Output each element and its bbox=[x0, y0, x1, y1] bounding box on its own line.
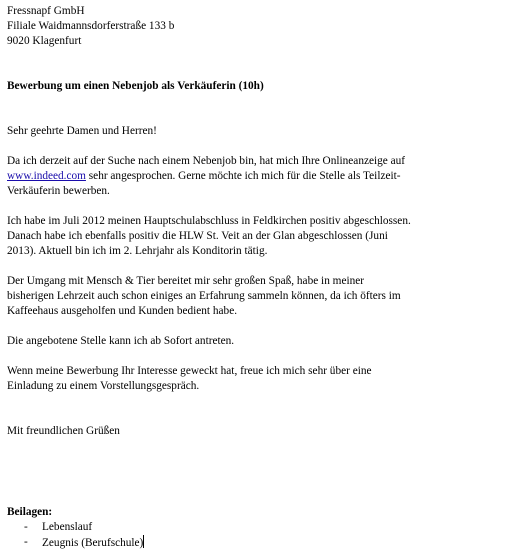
recipient-address bbox=[7, 4, 507, 49]
attachment-name: Zeugnis (Berufschule) bbox=[42, 537, 144, 549]
paragraph-education bbox=[7, 214, 507, 259]
closing-greeting: Mit freundlichen Grüßen bbox=[7, 425, 120, 437]
bullet-dash: - bbox=[24, 521, 28, 533]
attachments-title: Beilagen: bbox=[7, 506, 53, 518]
bullet-dash: - bbox=[24, 536, 28, 548]
paragraph-line: Ich habe im Juli 2012 meinen Hauptschulabschluss in Feldkirchen positiv abgeschlossen. bbox=[7, 215, 411, 227]
salutation: Sehr geehrte Damen und Herren! bbox=[7, 125, 157, 137]
indeed-link[interactable]: www.indeed.com bbox=[7, 170, 86, 182]
list-item bbox=[7, 535, 507, 551]
paragraph-line: Der Umgang mit Mensch & Tier bereitet mir sehr großen Spaß, habe in meiner bbox=[7, 275, 365, 287]
paragraph-line: bisherigen Lehrzeit auch schon einiges an Erfahrung sammeln können, da ich öfters im bbox=[7, 290, 401, 302]
list-item bbox=[7, 520, 507, 535]
paragraph-line: Wenn meine Bewerbung Ihr Interesse geweckt hat, freue ich mich sehr über eine bbox=[7, 365, 372, 377]
text-cursor bbox=[143, 535, 144, 548]
paragraph-line: Kaffeehaus ausgeholfen und Kunden bedient habe. bbox=[7, 305, 238, 317]
recipient-city: 9020 Klagenfurt bbox=[7, 35, 82, 47]
recipient-company: Fressnapf GmbH bbox=[7, 5, 85, 17]
paragraph-line: Verkäuferin bewerben. bbox=[7, 185, 110, 197]
paragraph-text: sehr angesprochen. Gerne möchte ich mich für die Stelle als Teilzeit- bbox=[85, 170, 401, 182]
recipient-branch: Filiale Waidmannsdorferstraße 133 b bbox=[7, 20, 175, 32]
subject-line: Bewerbung um einen Nebenjob als Verkäuferin (10h) bbox=[7, 80, 264, 92]
document-page bbox=[7, 4, 507, 551]
paragraph-line bbox=[7, 169, 507, 184]
paragraph-line: Einladung zu einem Vorstellungsgespräch. bbox=[7, 380, 200, 392]
paragraph-line: Danach habe ich ebenfalls positiv die HLW St. Veit an der Glan abgeschlossen (Juni bbox=[7, 230, 388, 242]
paragraph-experience bbox=[7, 274, 507, 319]
paragraph-interview bbox=[7, 364, 507, 394]
paragraph-interest bbox=[7, 154, 507, 199]
attachment-name: Lebenslauf bbox=[42, 521, 93, 533]
paragraph-line: 2013). Aktuell bin ich im 2. Lehrjahr als Konditorin tätig. bbox=[7, 245, 268, 257]
paragraph-availability: Die angebotene Stelle kann ich ab Sofort antreten. bbox=[7, 335, 235, 347]
attachments-section bbox=[7, 505, 507, 551]
attachments-list bbox=[7, 520, 507, 551]
paragraph-line: Da ich derzeit auf der Suche nach einem Nebenjob bin, hat mich Ihre Onlineanzeige auf bbox=[7, 155, 406, 167]
